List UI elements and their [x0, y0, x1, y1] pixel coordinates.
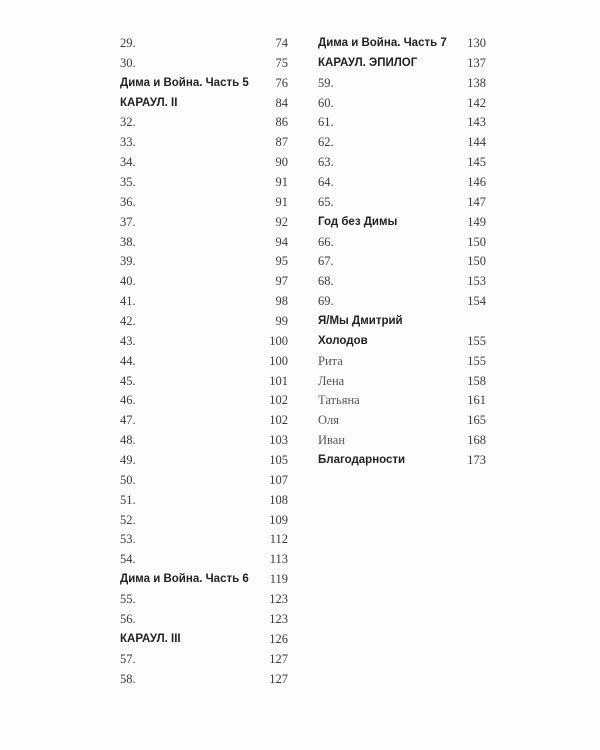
toc-page-number: 123: [269, 611, 288, 626]
toc-entry-title: 57.: [120, 651, 136, 666]
toc-page-number: 87: [275, 135, 288, 150]
toc-entry-title: 65.: [318, 194, 334, 209]
toc-section-row: [318, 54, 486, 74]
toc-page-number: 168: [467, 433, 486, 448]
toc-page-number: 94: [275, 234, 288, 249]
toc-page-number: 86: [275, 115, 288, 130]
toc-page-number: 90: [275, 155, 288, 170]
toc-page-number: 123: [269, 592, 288, 607]
toc-page-number: 105: [269, 453, 288, 468]
toc-section-title: КАРАУЛ. II: [120, 96, 178, 109]
toc-entry-title: 69.: [318, 294, 334, 309]
toc-entry-title: 34.: [120, 155, 136, 170]
toc-entry-title: Оля: [318, 413, 340, 428]
toc-section-title: Год без Димы: [318, 215, 398, 228]
toc-entry-row: [120, 133, 288, 153]
toc-page-number: 150: [467, 234, 486, 249]
toc-entry-row: [318, 352, 486, 372]
toc-entry-row: [120, 332, 288, 352]
toc-page-number: 147: [467, 194, 486, 209]
toc-entry-row: [120, 511, 288, 531]
toc-entry-title: 64.: [318, 175, 334, 190]
toc-entry-row: [120, 153, 288, 173]
toc-entry-row: [318, 113, 486, 133]
toc-section-title: КАРАУЛ. ЭПИЛОГ: [318, 56, 418, 69]
toc-page-number: 91: [275, 194, 288, 209]
toc-page-number: 155: [467, 333, 486, 348]
toc-section-row: [120, 570, 288, 590]
toc-entry-row: [318, 272, 486, 292]
toc-left-column: [120, 34, 288, 689]
toc-page-number: 91: [275, 175, 288, 190]
toc-entry-title: 61.: [318, 115, 334, 130]
toc-entry-title: 56.: [120, 611, 136, 626]
toc-entry-title: 30.: [120, 55, 136, 70]
toc-page-number: 95: [275, 254, 288, 269]
toc-entry-title: 55.: [120, 592, 136, 607]
toc-entry-title: 40.: [120, 274, 136, 289]
toc-page-number: 149: [467, 214, 486, 229]
toc-entry-row: [120, 471, 288, 491]
toc-entry-row: [120, 491, 288, 511]
toc-right-column: [318, 34, 486, 471]
toc-page-number: 153: [467, 274, 486, 289]
toc-page-number: 127: [269, 651, 288, 666]
toc-entry-row: [318, 372, 486, 392]
toc-entry-title: 42.: [120, 314, 136, 329]
toc-section-title: КАРАУЛ. III: [120, 632, 181, 645]
toc-entry-title: 66.: [318, 234, 334, 249]
toc-entry-row: [318, 252, 486, 272]
toc-entry-row: [120, 650, 288, 670]
toc-entry-title: 63.: [318, 155, 334, 170]
toc-entry-row: [318, 292, 486, 312]
toc-entry-title: 44.: [120, 353, 136, 368]
toc-entry-title: 62.: [318, 135, 334, 150]
toc-page-number: 109: [269, 512, 288, 527]
toc-page-number: 165: [467, 413, 486, 428]
toc-entry-title: 38.: [120, 234, 136, 249]
toc-entry-row: [120, 252, 288, 272]
toc-section-row: [318, 34, 486, 54]
toc-entry-title: Лена: [318, 373, 345, 388]
toc-section-row: [318, 332, 486, 352]
toc-page-number: 97: [275, 274, 288, 289]
toc-entry-title: Рита: [318, 353, 343, 368]
toc-section-title: Холодов: [318, 334, 368, 347]
toc-section-row: [318, 213, 486, 233]
toc-entry-row: [318, 133, 486, 153]
toc-entry-row: [318, 74, 486, 94]
toc-entry-row: [318, 173, 486, 193]
toc-page-number: 126: [269, 631, 288, 646]
toc-page-number: 130: [467, 36, 486, 50]
toc-entry-row: [120, 193, 288, 213]
toc-entry-title: 53.: [120, 532, 136, 547]
toc-entry-title: 58.: [120, 671, 136, 686]
toc-entry-row: [120, 530, 288, 550]
toc-entry-title: 36.: [120, 194, 136, 209]
toc-entry-row: [318, 94, 486, 114]
toc-page-number: 108: [269, 492, 288, 507]
toc-entry-title: 45.: [120, 373, 136, 388]
toc-section-row: [120, 74, 288, 94]
toc-page-number: 155: [467, 353, 486, 368]
toc-page-number: 158: [467, 373, 486, 388]
toc-entry-title: 48.: [120, 433, 136, 448]
toc-entry-row: [318, 193, 486, 213]
toc-page-number: 146: [467, 175, 486, 190]
toc-entry-title: 39.: [120, 254, 136, 269]
toc-entry-title: Иван: [318, 433, 346, 448]
toc-entry-row: [120, 670, 288, 690]
toc-entry-row: [120, 411, 288, 431]
toc-entry-row: [120, 312, 288, 332]
toc-page-number: 98: [275, 294, 288, 309]
toc-page-number: 154: [467, 294, 486, 309]
toc-entry-title: 47.: [120, 413, 136, 428]
toc-page-number: 127: [269, 671, 288, 686]
toc-page-number: 107: [269, 472, 288, 487]
toc-section-title: Дима и Война. Часть 6: [120, 573, 249, 586]
toc-entry-row: [120, 451, 288, 471]
toc-page-number: 161: [467, 393, 486, 408]
toc-page-number: 99: [275, 314, 288, 329]
toc-entry-title: 33.: [120, 135, 136, 150]
toc-entry-title: 68.: [318, 274, 334, 289]
toc-section-row: [120, 94, 288, 114]
toc-section-title: Дима и Война. Часть 7: [318, 37, 447, 49]
toc-page-number: 119: [269, 572, 288, 587]
toc-entry-title: 60.: [318, 95, 334, 110]
toc-entry-title: 54.: [120, 552, 136, 567]
toc-entry-row: [318, 233, 486, 253]
toc-page-number: 150: [467, 254, 486, 269]
toc-entry-title: 49.: [120, 453, 136, 468]
toc-page-number: 76: [275, 75, 288, 90]
toc-section-title: Дима и Война. Часть 5: [120, 76, 249, 89]
toc-entry-row: [120, 113, 288, 133]
toc-page-number: 144: [467, 135, 486, 150]
toc-page-number: 137: [467, 55, 486, 70]
toc-section-row: [318, 312, 486, 332]
toc-page-number: 100: [269, 353, 288, 368]
toc-entry-row: [318, 431, 486, 451]
toc-page-number: 113: [269, 552, 288, 567]
toc-entry-row: [120, 431, 288, 451]
toc-entry-row: [318, 153, 486, 173]
toc-entry-title: 43.: [120, 333, 136, 348]
toc-entry-row: [318, 391, 486, 411]
toc-page-number: 101: [269, 373, 288, 388]
toc-page-number: 74: [275, 36, 288, 50]
toc-entry-title: 41.: [120, 294, 136, 309]
toc-entry-row: [120, 292, 288, 312]
toc-entry-row: [120, 550, 288, 570]
toc-entry-title: 51.: [120, 492, 136, 507]
toc-page-number: 102: [269, 393, 288, 408]
toc-page-number: 143: [467, 115, 486, 130]
toc-entry-title: 29.: [120, 36, 136, 50]
toc-entry-row: [120, 173, 288, 193]
toc-entry-row: [120, 352, 288, 372]
toc-page-number: 84: [275, 95, 288, 110]
toc-page-number: 142: [467, 95, 486, 110]
toc-entry-row: [120, 610, 288, 630]
toc-entry-title: Татьяна: [318, 393, 360, 408]
toc-entry-row: [120, 213, 288, 233]
toc-page-number: 75: [275, 55, 288, 70]
toc-entry-title: 35.: [120, 175, 136, 190]
toc-entry-row: [120, 372, 288, 392]
toc-entry-row: [120, 590, 288, 610]
toc-entry-title: 50.: [120, 472, 136, 487]
toc-page-number: 92: [275, 214, 288, 229]
toc-entry-title: 37.: [120, 214, 136, 229]
toc-section-row: [318, 451, 486, 471]
toc-entry-title: 59.: [318, 75, 334, 90]
toc-entry-title: 52.: [120, 512, 136, 527]
toc-section-row: [120, 630, 288, 650]
toc-entry-row: [120, 391, 288, 411]
toc-entry-title: 67.: [318, 254, 334, 269]
toc-entry-row: [120, 54, 288, 74]
toc-page-number: 145: [467, 155, 486, 170]
toc-page-number: 173: [467, 453, 486, 468]
toc-page-number: 138: [467, 75, 486, 90]
toc-section-title: Благодарности: [318, 454, 406, 467]
toc-page-number: 102: [269, 413, 288, 428]
toc-section-title: Я/Мы Дмитрий: [318, 315, 403, 328]
toc-entry-row: [120, 272, 288, 292]
toc-entry-row: [120, 34, 288, 54]
toc-entry-row: [318, 411, 486, 431]
toc-entry-row: [120, 233, 288, 253]
toc-page-number: 103: [269, 433, 288, 448]
toc-entry-title: 32.: [120, 115, 136, 130]
toc-page-number: 112: [269, 532, 288, 547]
toc-entry-title: 46.: [120, 393, 136, 408]
toc-page-number: 100: [269, 333, 288, 348]
